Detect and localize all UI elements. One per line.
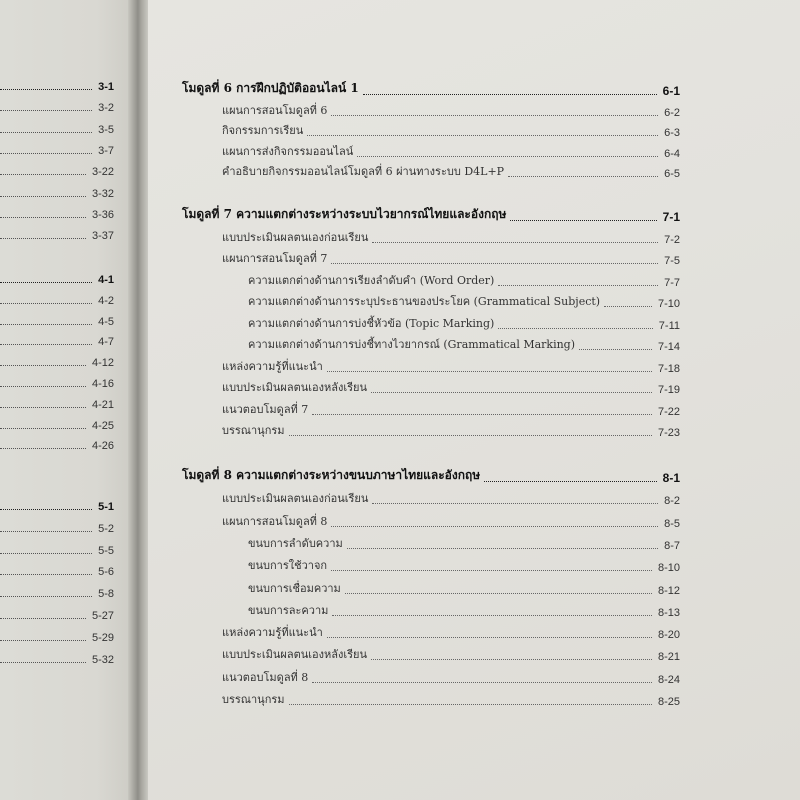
- left-toc-entry: [0, 378, 114, 390]
- page-number: 3-37: [91, 230, 114, 243]
- left-toc-entry: [0, 610, 114, 622]
- toc-subentry: [248, 271, 680, 289]
- page-number: 7-5: [664, 255, 680, 267]
- toc-entry: [222, 101, 680, 119]
- left-toc-heading: [0, 81, 114, 93]
- dot-leader: [0, 662, 86, 663]
- page-number: 7-19: [657, 384, 680, 396]
- page-number: 7-18: [657, 362, 680, 375]
- dot-leader: [289, 435, 652, 436]
- module-heading: [182, 466, 680, 485]
- page-number: 6-1: [662, 84, 680, 98]
- dot-leader: [327, 637, 652, 638]
- page-number: 8-13: [657, 606, 680, 619]
- dot-leader: [0, 386, 86, 387]
- dot-leader: [371, 392, 652, 393]
- dot-leader: [0, 553, 92, 554]
- page-number: 3-22: [91, 166, 114, 179]
- page-number: 6-4: [664, 147, 680, 160]
- left-toc-entry: [0, 545, 114, 557]
- dot-leader: [0, 217, 86, 218]
- page-number: 3-7: [98, 144, 114, 157]
- left-toc-entry: [0, 188, 114, 200]
- dot-leader: [331, 526, 658, 527]
- page-number: 5-29: [91, 631, 114, 644]
- left-toc-entry: [0, 588, 114, 600]
- dot-leader: [357, 156, 658, 157]
- left-toc-entry: [0, 145, 114, 157]
- dot-leader: [312, 414, 652, 415]
- left-toc-entry: [0, 399, 114, 411]
- page-number: 7-11: [658, 319, 680, 332]
- page-number: 8-24: [657, 673, 680, 686]
- dot-leader: [331, 263, 658, 264]
- page-number: 4-21: [91, 398, 114, 411]
- dot-leader: [372, 242, 658, 243]
- left-toc-heading: [0, 501, 114, 513]
- page-number: 4-26: [91, 440, 114, 453]
- toc-entry: [222, 512, 680, 530]
- dot-leader: [332, 615, 652, 616]
- dot-leader: [312, 682, 652, 683]
- entry-text: ความแตกต่างด้านการบ่งชี้หัวข้อ (Topic Marking): [248, 316, 495, 330]
- toc-entry: [222, 489, 680, 507]
- dot-leader: [0, 282, 92, 283]
- entry-text: ความแตกต่างด้านการบ่งชี้ทางไวยากรณ์ (Grammatical Marking): [248, 338, 576, 351]
- dot-leader: [331, 115, 658, 116]
- toc-entry: [222, 400, 680, 418]
- dot-leader: [331, 570, 652, 571]
- page-number: 3-2: [98, 102, 114, 115]
- entry-text: แนวตอบโมดูลที่ 8: [222, 670, 309, 684]
- dot-leader: [0, 153, 92, 154]
- left-toc-entry: [0, 566, 114, 578]
- toc-entry: [222, 121, 680, 139]
- dot-leader: [0, 89, 92, 90]
- module-heading: [182, 205, 680, 224]
- dot-leader: [0, 110, 92, 111]
- page-number: 5-8: [98, 588, 114, 601]
- module-title: โมดูลที่ 6 การฝึกปฏิบัติออนไลน์ 1: [182, 81, 359, 95]
- toc-entry: [222, 249, 680, 267]
- dot-leader: [484, 481, 656, 482]
- dot-leader: [604, 306, 652, 307]
- page-number: 5-5: [98, 544, 114, 557]
- entry-text: แผนการสอนโมดูลที่ 7: [222, 252, 328, 265]
- dot-leader: [0, 428, 86, 429]
- entry-text: แผนการสอนโมดูลที่ 8: [222, 514, 328, 528]
- toc-subentry: [248, 601, 680, 619]
- left-toc-entry: [0, 654, 114, 666]
- page-number: 4-5: [98, 315, 114, 328]
- toc-entry: [222, 162, 680, 180]
- page-number: 7-7: [664, 276, 680, 289]
- page-number: 3-36: [91, 208, 114, 221]
- dot-leader: [498, 285, 658, 286]
- left-toc-entry: [0, 102, 114, 114]
- dot-leader: [0, 303, 92, 304]
- dot-leader: [0, 407, 86, 408]
- toc-subentry: [248, 534, 680, 552]
- entry-text: ขนบการเชื่อมความ: [248, 581, 341, 595]
- module-title: โมดูลที่ 7 ความแตกต่างระหว่างระบบไวยากรณ์ไทยและอังกฤษ: [182, 207, 507, 221]
- entry-text: แบบประเมินผลตนเองก่อนเรียน: [222, 230, 369, 244]
- entry-text: ความแตกต่างด้านการระบุประธานของประโยค (Grammatical Subject): [248, 295, 601, 308]
- dot-leader: [0, 344, 92, 345]
- dot-leader: [307, 135, 658, 136]
- dot-leader: [0, 596, 92, 597]
- page-number: 3-1: [98, 81, 114, 93]
- dot-leader: [579, 349, 652, 350]
- page-number: 5-27: [91, 610, 114, 622]
- page-number: 7-23: [657, 427, 680, 439]
- dot-leader: [0, 509, 92, 510]
- toc-subentry: [248, 556, 680, 574]
- toc-subentry: [248, 335, 680, 353]
- page-number: 3-5: [98, 123, 114, 136]
- page-number: 3-32: [91, 187, 114, 200]
- dot-leader: [289, 704, 652, 705]
- module-heading: [182, 79, 680, 98]
- dot-leader: [0, 132, 92, 133]
- entry-text: บรรณานุกรม: [222, 424, 285, 437]
- dot-leader: [508, 176, 658, 177]
- page-number: 7-22: [657, 405, 680, 418]
- page-number: 4-25: [91, 419, 114, 432]
- left-toc-entry: [0, 440, 114, 452]
- dot-leader: [372, 503, 658, 504]
- page-number: 8-20: [657, 629, 680, 642]
- dot-leader: [0, 238, 86, 239]
- entry-text: ขนบการลำดับความ: [248, 536, 343, 550]
- page-number: 7-10: [657, 298, 680, 310]
- page-number: 4-1: [98, 274, 114, 286]
- left-toc-entry: [0, 357, 114, 369]
- entry-text: แบบประเมินผลตนเองหลังเรียน: [222, 381, 367, 394]
- dot-leader: [327, 371, 652, 372]
- entry-text: แนวตอบโมดูลที่ 7: [222, 402, 309, 416]
- left-toc-entry: [0, 166, 114, 178]
- dot-leader: [0, 174, 86, 175]
- left-toc-entry: [0, 230, 114, 242]
- entry-text: แบบประเมินผลตนเองก่อนเรียน: [222, 492, 369, 506]
- page-number: 8-1: [662, 471, 680, 485]
- page-number: 8-10: [657, 562, 680, 575]
- entry-text: แผนการสอนโมดูลที่ 6: [222, 103, 328, 117]
- toc-subentry: [248, 314, 680, 332]
- left-toc-entry: [0, 632, 114, 644]
- toc-entry: [222, 378, 680, 396]
- left-toc-entry: [0, 523, 114, 535]
- dot-leader: [510, 220, 656, 221]
- toc-entry: [222, 690, 680, 708]
- dot-leader: [371, 659, 652, 660]
- entry-text: ขนบการละความ: [248, 603, 329, 617]
- toc-entry: [222, 421, 680, 439]
- page-number: 5-1: [98, 501, 114, 513]
- dot-leader: [498, 328, 653, 329]
- entry-text: แหล่งความรู้ที่แนะนำ: [222, 359, 323, 373]
- entry-text: กิจกรรมการเรียน: [222, 124, 304, 138]
- page-number: 6-3: [664, 127, 680, 140]
- left-page: [0, 0, 138, 800]
- entry-text: แบบประเมินผลตนเองหลังเรียน: [222, 648, 367, 662]
- dot-leader: [363, 94, 657, 95]
- page-number: 8-7: [664, 539, 680, 552]
- dot-leader: [347, 548, 658, 549]
- page-number: 5-6: [98, 566, 114, 579]
- page-number: 4-12: [91, 357, 114, 370]
- page-number: 7-2: [664, 233, 680, 246]
- dot-leader: [0, 531, 92, 532]
- page-number: 8-21: [657, 651, 680, 664]
- dot-leader: [345, 593, 652, 594]
- page-number: 8-2: [664, 495, 680, 508]
- page-number: 8-5: [664, 517, 680, 530]
- toc-entry: [222, 623, 680, 641]
- module-title: โมดูลที่ 8 ความแตกต่างระหว่างขนบภาษาไทยและอังกฤษ: [182, 468, 481, 482]
- toc-entry: [222, 142, 680, 160]
- right-page: [148, 0, 800, 800]
- left-toc-entry: [0, 209, 114, 221]
- left-toc-entry: [0, 316, 114, 328]
- page-number: 8-25: [657, 696, 680, 708]
- page-number: 6-2: [664, 106, 680, 119]
- toc-subentry: [248, 579, 680, 597]
- dot-leader: [0, 448, 86, 449]
- entry-text: บรรณานุกรม: [222, 693, 285, 706]
- page-number: 7-14: [657, 341, 680, 353]
- page-number: 4-16: [91, 378, 114, 390]
- toc-subentry: [248, 292, 680, 310]
- left-toc-entry: [0, 336, 114, 348]
- page-number: 4-7: [98, 336, 114, 349]
- dot-leader: [0, 574, 92, 575]
- entry-text: แหล่งความรู้ที่แนะนำ: [222, 626, 323, 640]
- entry-text: ขนบการใช้วาจก: [248, 559, 328, 573]
- dot-leader: [0, 618, 86, 619]
- dot-leader: [0, 640, 86, 641]
- page-number: 5-32: [91, 653, 114, 666]
- page-number: 8-12: [657, 584, 680, 597]
- page-number: 6-5: [664, 168, 680, 181]
- page-number: 7-1: [662, 210, 680, 224]
- dot-leader: [0, 365, 86, 366]
- book-gutter: [128, 0, 150, 800]
- left-toc-heading: [0, 274, 114, 286]
- dot-leader: [0, 196, 86, 197]
- toc-entry: [222, 228, 680, 246]
- left-toc-entry: [0, 295, 114, 307]
- entry-text: ความแตกต่างด้านการเรียงลำดับคำ (Word Order): [248, 273, 495, 287]
- entry-text: แผนการส่งกิจกรรมออนไลน์: [222, 144, 354, 158]
- page-number: 5-2: [98, 522, 114, 535]
- toc-entry: [222, 645, 680, 663]
- left-toc-entry: [0, 124, 114, 136]
- entry-text: คำอธิบายกิจกรรมออนไลน์โมดูลที่ 6 ผ่านทางระบบ D4L+P: [222, 165, 505, 179]
- toc-entry: [222, 668, 680, 686]
- page-number: 4-2: [98, 294, 114, 307]
- toc-entry: [222, 357, 680, 375]
- left-toc-entry: [0, 420, 114, 432]
- dot-leader: [0, 324, 92, 325]
